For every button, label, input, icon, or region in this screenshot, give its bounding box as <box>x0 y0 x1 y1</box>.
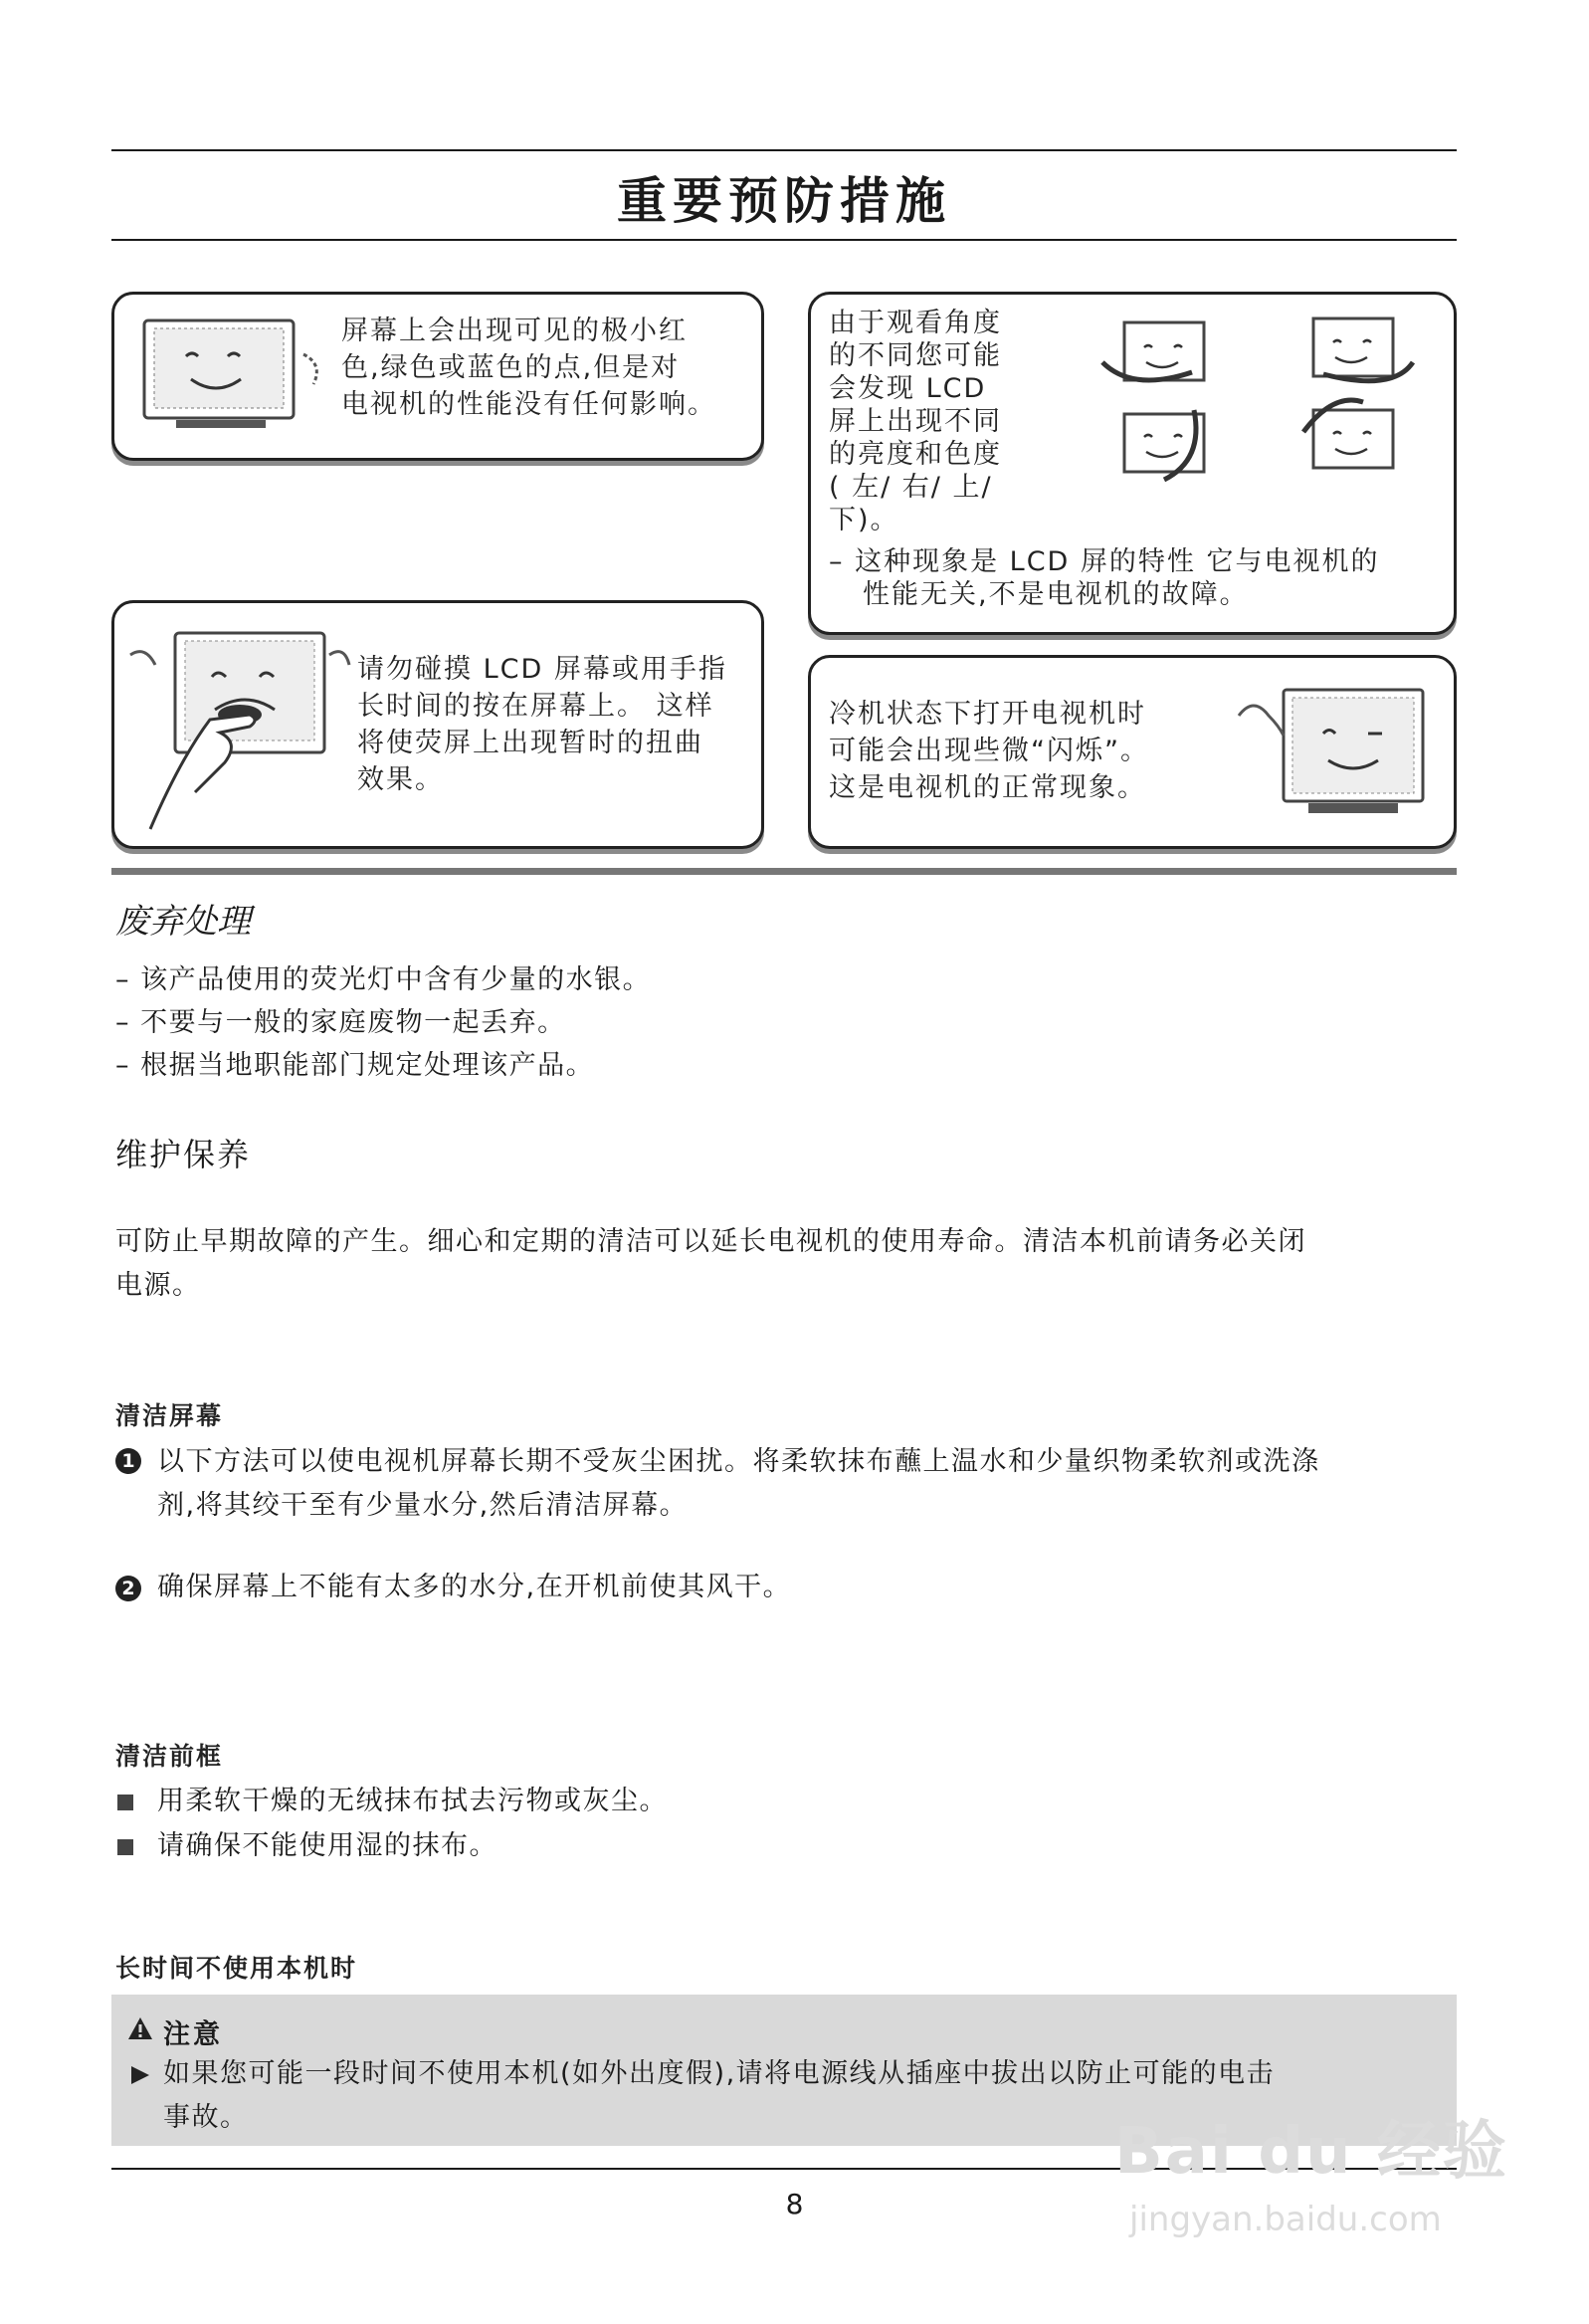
angle-text-line: 的不同您可能 <box>829 340 1002 371</box>
disposal-heading: 废弃处理 <box>115 902 251 942</box>
dots-text-line: 色,绿色或蓝色的点,但是对 <box>341 352 681 383</box>
caution-line: 如果您可能一段时间不使用本机(如外出度假),请将电源线从插座中拔出以防止可能的电击 <box>163 2058 1276 2089</box>
bullet-square-icon <box>117 1839 133 1855</box>
angle-text-line: 的亮度和色度 <box>829 439 1002 470</box>
baidu-watermark-logo: Bai du 经验 <box>1114 2115 1508 2189</box>
page-title: 重要预防措施 <box>617 172 951 230</box>
touch-text-line: 效果。 <box>357 764 444 795</box>
dots-notice-box <box>111 292 764 461</box>
cold-text-line: 可能会出现些微“闪烁”。 <box>829 736 1149 766</box>
disposal-item: – 不要与一般的家庭废物一起丢弃。 <box>115 1007 566 1038</box>
step-2-text: 确保屏幕上不能有太多的水分,在开机前使其风干。 <box>157 1572 792 1602</box>
step-1-line: 以下方法可以使电视机屏幕长期不受灰尘困扰。将柔软抹布蘸上温水和少量织物柔软剂或洗涤 <box>157 1446 1320 1477</box>
caution-label: 注意 <box>163 2019 223 2050</box>
frame-clean-heading: 清洁前框 <box>115 1742 224 1771</box>
disposal-item: – 根据当地职能部门规定处理该产品。 <box>115 1050 595 1081</box>
disposal-item: – 该产品使用的荧光灯中含有少量的水银。 <box>115 964 652 995</box>
page-number: 8 <box>785 2188 804 2220</box>
angle-note-line: – 这种现象是 LCD 屏的特性 它与电视机的 <box>829 546 1380 577</box>
caution-line: 事故。 <box>163 2102 249 2133</box>
angle-note-line: 性能无关,不是电视机的故障。 <box>863 579 1249 610</box>
tv-angles-illustration <box>1085 303 1443 492</box>
touch-text-line: 将使荧屏上出现暂时的扭曲 <box>357 728 703 758</box>
step-1-number: 1 <box>115 1448 141 1474</box>
top-rule <box>111 149 1457 151</box>
arrow-right-icon <box>129 2064 151 2086</box>
frame-clean-item: 请确保不能使用湿的抹布。 <box>157 1830 497 1861</box>
maintenance-intro-line: 可防止早期故障的产生。细心和定期的清洁可以延长电视机的使用寿命。清洁本机前请务必关闭 <box>115 1226 1306 1257</box>
touch-text-line: 长时间的按在屏幕上。 这样 <box>357 691 714 722</box>
tv-smiling-icon <box>136 315 335 439</box>
hand-touching-tv-illustration <box>120 615 359 839</box>
touch-warning-box <box>111 600 764 849</box>
angle-text-line: 由于观看角度 <box>829 308 1002 338</box>
angle-text-line: ( 左/ 右/ 上/ <box>829 472 993 503</box>
step-1-line: 剂,将其绞干至有少量水分,然后清洁屏幕。 <box>157 1490 689 1521</box>
long-unused-heading: 长时间不使用本机时 <box>115 1954 358 1983</box>
warning-triangle-icon <box>127 2016 153 2040</box>
touch-text-line: 请勿碰摸 LCD 屏幕或用手指 <box>357 654 727 685</box>
section-divider <box>111 868 1457 875</box>
angle-text-line: 下)。 <box>829 505 899 535</box>
step-2-number: 2 <box>115 1576 141 1601</box>
cold-start-box <box>808 655 1457 849</box>
tv-winking-icon <box>1229 676 1438 835</box>
viewing-angle-box <box>808 292 1457 635</box>
watermark-url: jingyan.baidu.com <box>1129 2200 1442 2239</box>
maintenance-intro-line: 电源。 <box>115 1270 201 1301</box>
bullet-square-icon <box>117 1795 133 1810</box>
maintenance-heading: 维护保养 <box>115 1136 252 1173</box>
angle-text-line: 屏上出现不同 <box>829 406 1002 437</box>
cold-text-line: 这是电视机的正常现象。 <box>829 772 1146 803</box>
dots-text-line: 电视机的性能没有任何影响。 <box>341 389 716 420</box>
angle-text-line: 会发现 LCD <box>829 373 987 404</box>
cold-text-line: 冷机状态下打开电视机时 <box>829 699 1146 730</box>
screen-clean-heading: 清洁屏幕 <box>115 1401 224 1430</box>
frame-clean-item: 用柔软干燥的无绒抹布拭去污物或灰尘。 <box>157 1786 668 1816</box>
dots-text-line: 屏幕上会出现可见的极小红 <box>341 316 688 346</box>
title-underline <box>111 239 1457 241</box>
